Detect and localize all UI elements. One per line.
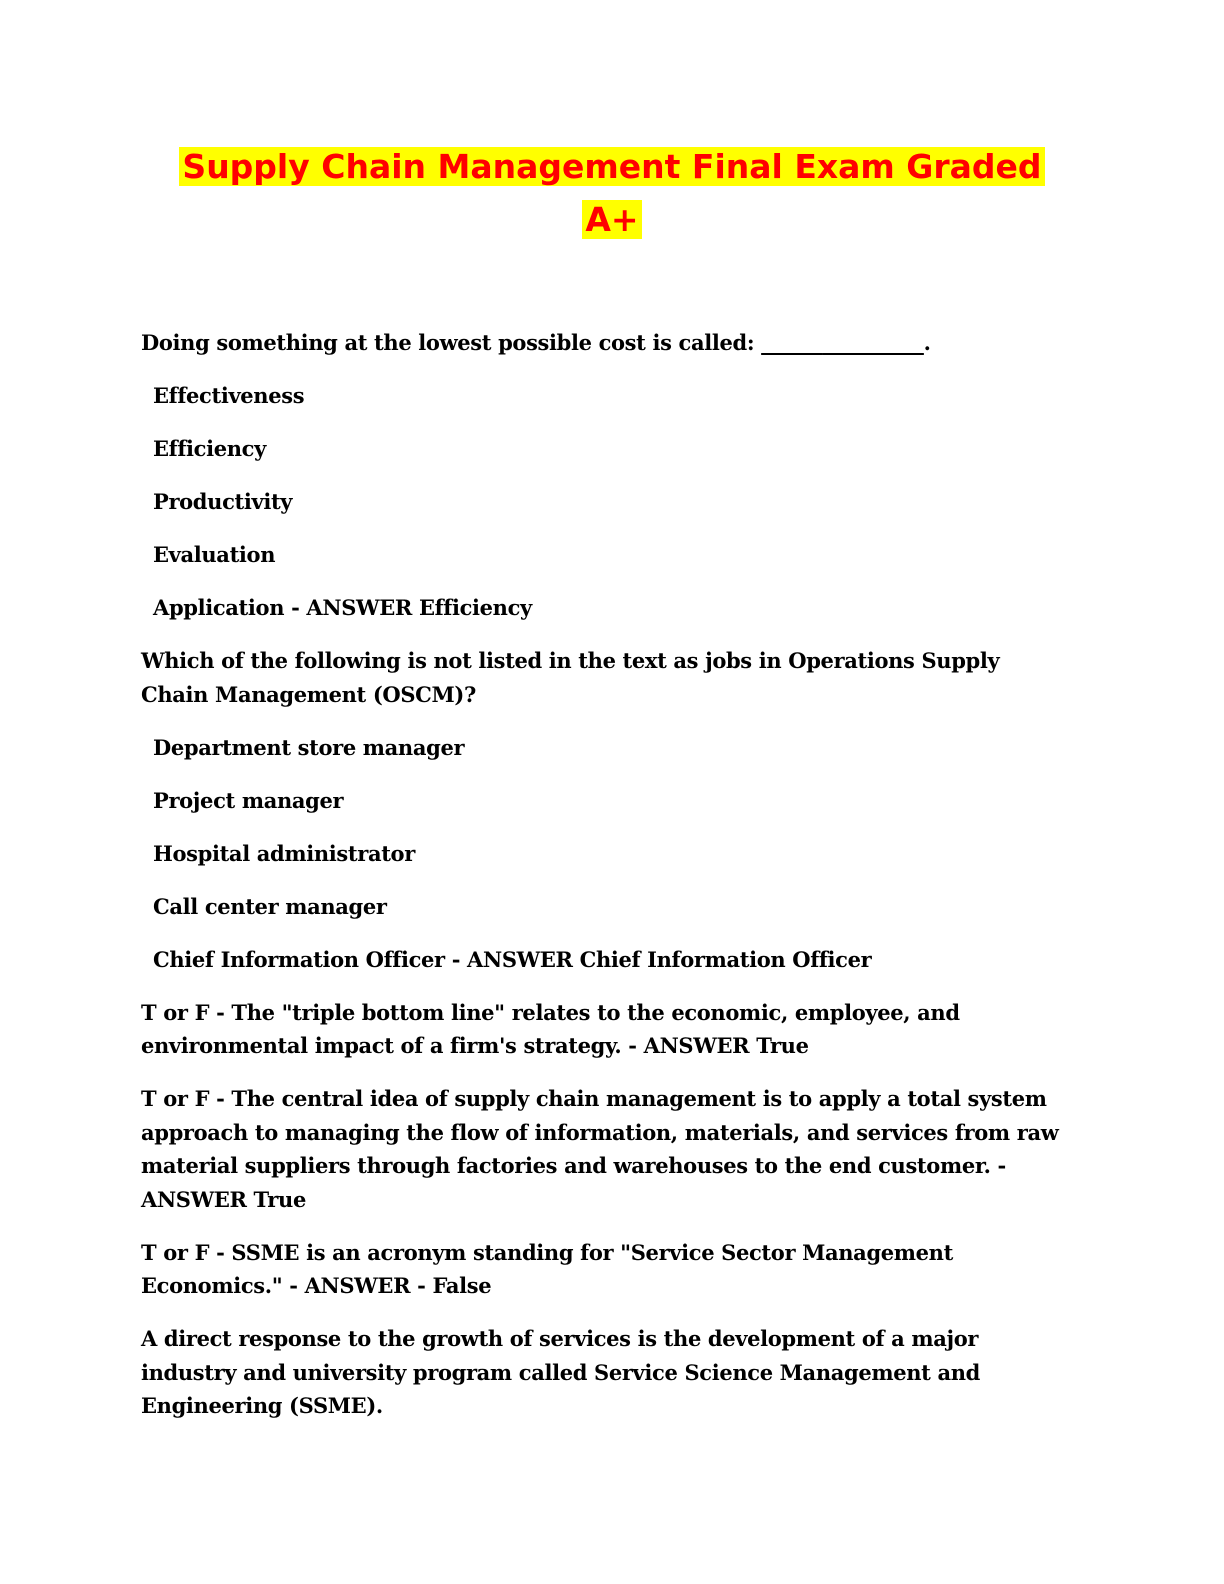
document-title [155,140,1069,246]
question-5: T or F - SSME is an acronym standing for "Service Sector Management Economics." - ANSWER - False [141,1239,953,1298]
title-line-1: Supply Chain Management Final Exam Graded [179,147,1044,186]
question-3: T or F - The "triple bottom line" relates to the economic, employee, and environmental impact of a firm's strategy. - ANSWER True [141,999,960,1058]
option: Evaluation [153,542,276,567]
option: Hospital administrator [153,840,415,866]
question-2: Which of the following is not listed in the text as jobs in Operations Supply Chain Management (OSCM)? [141,648,1000,707]
option: Efficiency [153,436,266,461]
option: Effectiveness [153,383,305,408]
option: Project manager [153,787,344,813]
option: Call center manager [153,893,387,919]
option-answer: Application - ANSWER Efficiency [153,595,532,620]
question-1: Doing something at the lowest possible cost is called: ________________. [141,330,931,355]
option: Department store manager [153,734,465,760]
question-6: A direct response to the growth of services is the development of a major industry and university program called Service Science Management and Engineering (SSME). [141,1326,980,1418]
document-body [141,326,1071,1442]
option: Productivity [153,489,293,514]
title-line-2: A+ [582,200,641,239]
question-4: T or F - The central idea of supply chain management is to apply a total system approach to managing the flow of information, materials, and services from raw material suppliers through factories and warehouses to the end customer. - ANSWER True [141,1086,1059,1212]
option-answer: Chief Information Officer - ANSWER Chief Information Officer [153,946,872,972]
